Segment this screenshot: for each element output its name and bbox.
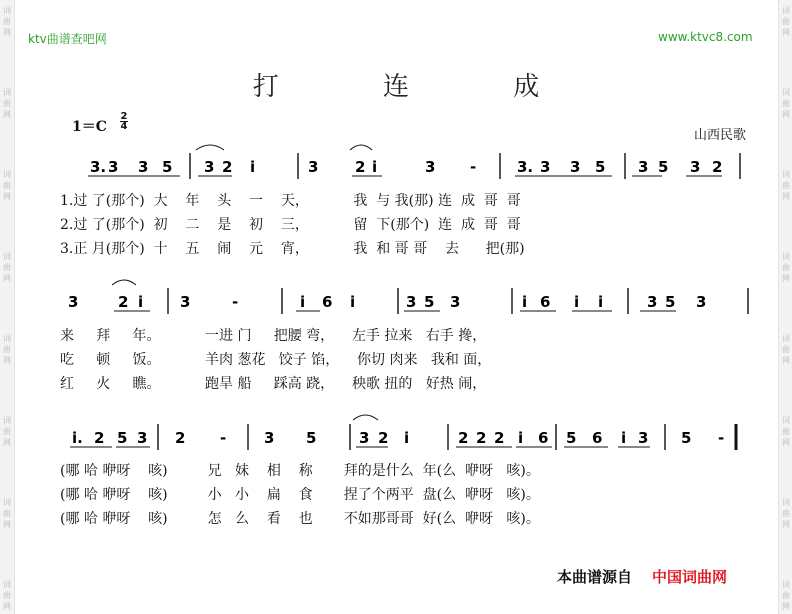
lyrics-row3-verse1: (哪 哈 咿呀 咳) 兄 妹 相 称 拜的是什么 年(么 咿呀 咳)。 [60, 463, 540, 479]
watermark-glyph: 曲 [3, 345, 11, 354]
watermark-glyph: 网 [782, 602, 790, 611]
note-digit: i [372, 158, 378, 176]
watermark-glyph: 词 [782, 88, 790, 97]
note-digit: i. [72, 429, 83, 447]
note-digit: 3 [406, 293, 417, 311]
note-digit: 6 [592, 429, 603, 447]
watermark-glyph: 网 [782, 28, 790, 37]
watermark-glyph: 网 [782, 356, 790, 365]
note-digit: 3. [90, 158, 107, 176]
watermark-glyph: 词 [3, 252, 11, 261]
watermark-glyph: 曲 [3, 263, 11, 272]
note-digit: 3 [570, 158, 581, 176]
watermark-glyph: 曲 [3, 181, 11, 190]
note-digit: 3 [690, 158, 701, 176]
song-title: 打 连 成 [252, 72, 588, 102]
watermark-glyph: 曲 [3, 509, 11, 518]
note-digit: 3 [180, 293, 191, 311]
watermark-glyph: 网 [782, 438, 790, 447]
time-signature-top: 2 [120, 111, 128, 122]
note-digit: 5 [681, 429, 692, 447]
lyrics-row1-verse1: 1.过 了(那个) 大 年 头 一 天， 我 与 我(那) 连 成 哥 哥 [60, 193, 521, 209]
watermark-glyph: 网 [3, 28, 11, 37]
watermark-glyph: 曲 [782, 263, 790, 272]
watermark-glyph: 曲 [782, 17, 790, 26]
watermark-glyph: 曲 [782, 345, 790, 354]
note-digit: 3 [138, 158, 149, 176]
slur-mark [112, 280, 136, 285]
note-digit: 3 [638, 429, 649, 447]
note-digit: i [250, 158, 256, 176]
note-digit: 6 [540, 293, 551, 311]
watermark-glyph: 曲 [3, 427, 11, 436]
watermark-glyph: 网 [3, 192, 11, 201]
note-digit: i [138, 293, 144, 311]
note-digit: 5 [162, 158, 173, 176]
watermark-glyph: 词 [782, 6, 790, 15]
note-digit: 2 [222, 158, 233, 176]
note-digit: 2 [378, 429, 389, 447]
source-site-link[interactable]: 中国词曲网 [652, 568, 728, 586]
lyrics-row3-verse2: (哪 哈 咿呀 咳) 小 小 扁 食 捏了个两平 盘(么 咿呀 咳)。 [60, 487, 540, 503]
watermark-glyph: 曲 [782, 181, 790, 190]
watermark-glyph: 网 [3, 602, 11, 611]
note-digit: 3 [359, 429, 370, 447]
watermark-glyph: 词 [3, 498, 11, 507]
watermark-glyph: 词 [782, 580, 790, 589]
note-digit: 2 [118, 293, 129, 311]
note-digit: 2 [476, 429, 487, 447]
note-digit: 2 [458, 429, 469, 447]
note-digit: - [220, 429, 227, 447]
watermark-glyph: 网 [782, 520, 790, 529]
watermark-glyph: 曲 [3, 591, 11, 600]
note-digit: i [621, 429, 627, 447]
note-digit: 2 [175, 429, 186, 447]
lyrics-row2-verse3: 红 火 瞧。 跑旱 船 踩高 跷， 秧歌 扭的 好热 闹， [60, 376, 487, 392]
note-digit: i [574, 293, 580, 311]
note-digit: 3 [264, 429, 275, 447]
source-label: 本曲谱源自 [557, 568, 633, 586]
watermark-glyph: 词 [3, 334, 11, 343]
lyrics-row1-verse3: 3.正 月(那个) 十 五 闹 元 宵， 我 和 哥 哥 去 把(那) [60, 241, 525, 257]
note-digit: 5 [658, 158, 669, 176]
note-digit: i [598, 293, 604, 311]
note-digit: i [350, 293, 356, 311]
note-digit: 3 [137, 429, 148, 447]
lyrics-row2-verse2: 吃 顿 饭。 羊肉 葱花 饺子 馅， 你切 肉来 我和 面， [60, 352, 492, 368]
note-digit: i [300, 293, 306, 311]
note-digit: i [518, 429, 524, 447]
note-digit: 6 [322, 293, 333, 311]
site-url-right[interactable]: www.ktvc8.com [658, 30, 753, 44]
watermark-glyph: 曲 [782, 509, 790, 518]
note-digit: 3 [108, 158, 119, 176]
slur-mark [353, 415, 378, 420]
source-credit [557, 566, 727, 587]
note-digit: 5 [117, 429, 128, 447]
watermark-glyph: 曲 [782, 99, 790, 108]
note-digit: - [232, 293, 239, 311]
note-digit: 3 [450, 293, 461, 311]
watermark-glyph: 网 [3, 274, 11, 283]
watermark-glyph: 词 [782, 252, 790, 261]
lyrics-row3-verse3: (哪 哈 咿呀 咳) 怎 么 看 也 不如那哥哥 好(么 咿呀 咳)。 [60, 511, 540, 527]
note-digit: 3 [638, 158, 649, 176]
note-digit: 2 [94, 429, 105, 447]
note-digit: 6 [538, 429, 549, 447]
watermark-glyph: 曲 [3, 17, 11, 26]
note-digit: i [404, 429, 410, 447]
note-digit: i [522, 293, 528, 311]
note-digit: 3 [308, 158, 319, 176]
watermark-glyph: 词 [782, 416, 790, 425]
watermark-glyph: 词 [3, 170, 11, 179]
watermark-glyph: 网 [3, 438, 11, 447]
note-digit: 3 [68, 293, 79, 311]
note-digit: 5 [566, 429, 577, 447]
time-signature-bottom: 4 [120, 121, 128, 132]
note-digit: 3 [540, 158, 551, 176]
note-digit: 3 [204, 158, 215, 176]
watermark-glyph: 曲 [782, 591, 790, 600]
watermark-glyph: 曲 [782, 427, 790, 436]
watermark-glyph: 网 [782, 192, 790, 201]
watermark-glyph: 词 [782, 170, 790, 179]
note-digit: 3 [647, 293, 658, 311]
note-digit: 3 [425, 158, 436, 176]
watermark-glyph: 网 [782, 110, 790, 119]
note-digit: 5 [595, 158, 606, 176]
note-digit: 2 [355, 158, 366, 176]
watermark-glyph: 词 [3, 88, 11, 97]
watermark-glyph: 网 [3, 520, 11, 529]
note-digit: 3. [517, 158, 534, 176]
watermark-glyph: 网 [782, 274, 790, 283]
lyrics-row2-verse1: 来 拜 年。 一进 门 把腰 弯， 左手 拉来 右手 搀， [60, 328, 487, 344]
note-digit: 5 [424, 293, 435, 311]
note-digit: 5 [665, 293, 676, 311]
lyrics-row1-verse2: 2.过 了(那个) 初 二 是 初 三， 留 下(那个) 连 成 哥 哥 [60, 217, 521, 233]
watermark-glyph: 网 [3, 110, 11, 119]
note-digit: 2 [712, 158, 723, 176]
watermark-glyph: 词 [3, 6, 11, 15]
site-name-left[interactable]: ktv曲谱查吧网 [28, 32, 107, 46]
note-digit: 2 [494, 429, 505, 447]
note-digit: - [470, 158, 477, 176]
watermark-glyph: 词 [3, 580, 11, 589]
key-signature: 1＝C [72, 119, 107, 135]
watermark-glyph: 词 [782, 334, 790, 343]
watermark-glyph: 词 [782, 498, 790, 507]
slur-mark [350, 145, 372, 150]
song-origin: 山西民歌 [694, 128, 747, 143]
watermark-glyph: 网 [3, 356, 11, 365]
watermark-glyph: 词 [3, 416, 11, 425]
note-digit: 3 [696, 293, 707, 311]
slur-mark [196, 145, 224, 150]
note-digit: 5 [306, 429, 317, 447]
note-digit: - [718, 429, 725, 447]
watermark-glyph: 曲 [3, 99, 11, 108]
